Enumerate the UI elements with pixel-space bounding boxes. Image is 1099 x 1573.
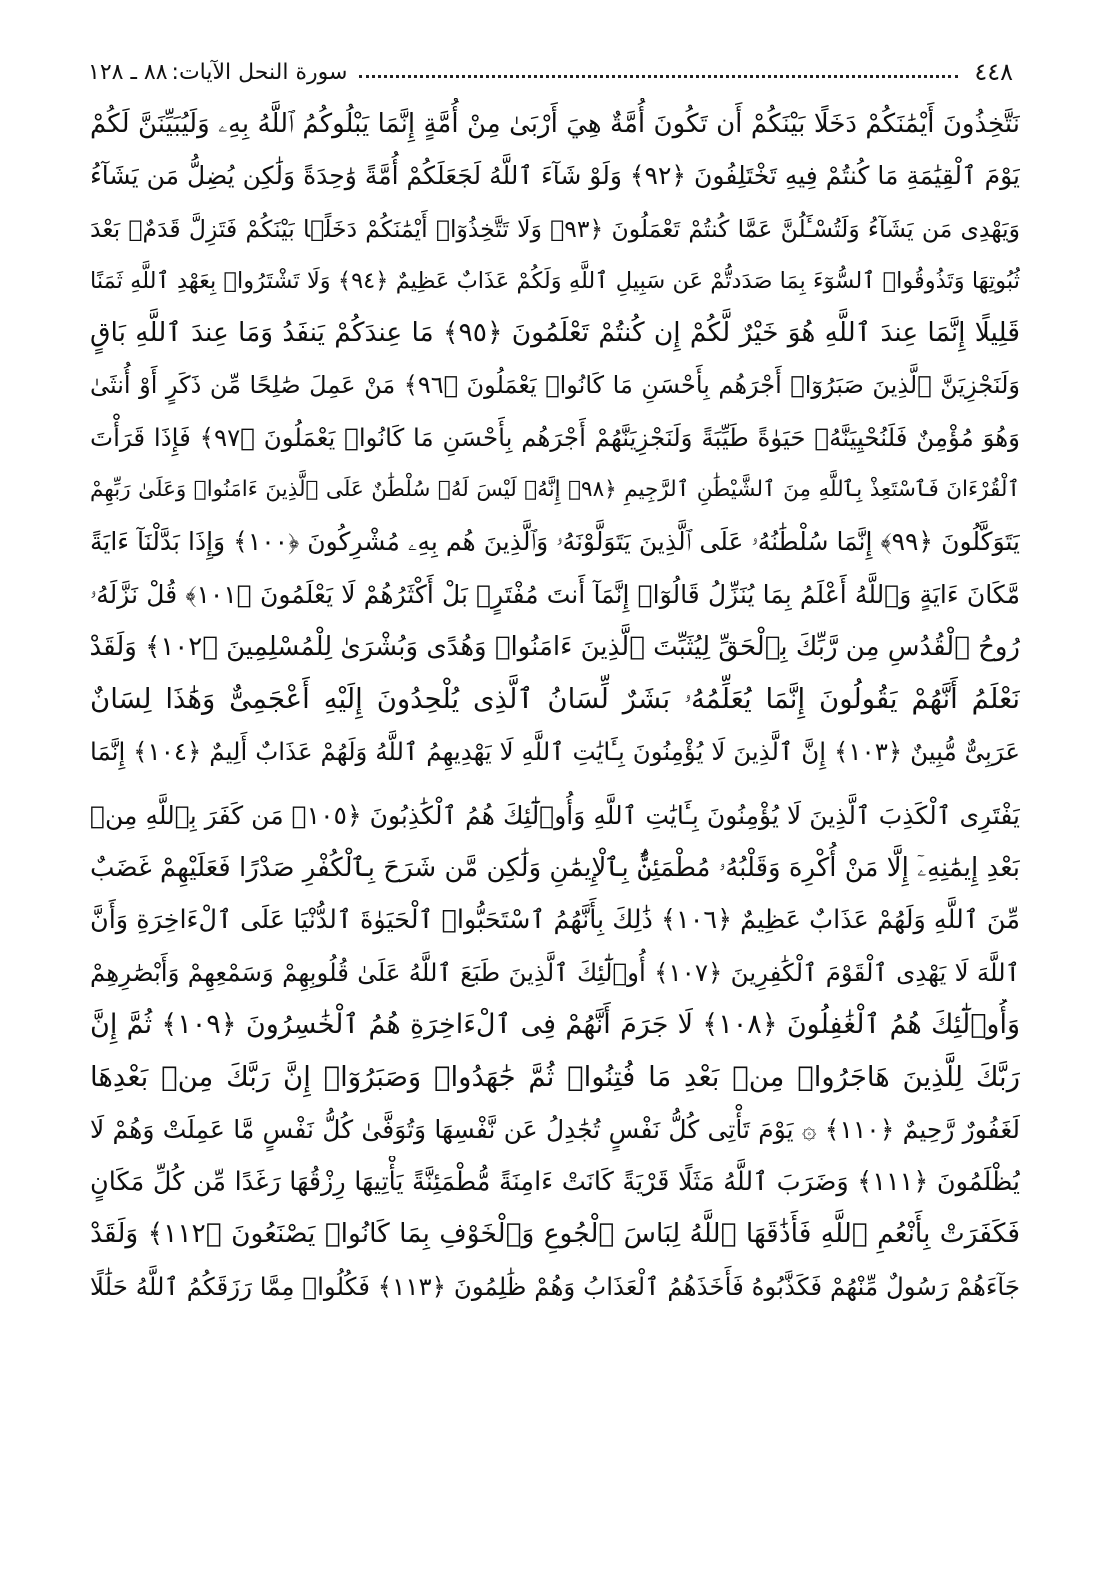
text-line-21: يُظْلَمُونَ ﴿١١١﴾ وَضَرَبَ ٱللَّهُ مَثَلًا قَرْيَةً كَانَتْ ءَامِنَةً مُّطْمَئِنَّةً يَأْتِيهَا رِزْقُهَا رَغَدًا مِّن كُلِّ مَكَانٍ bbox=[90, 1166, 1020, 1197]
text-line-18: وَأُو۟لَٰٓئِكَ هُمُ ٱلْغَٰفِلُونَ ﴿١٠٨﴾ لَا جَرَمَ أَنَّهُمْ فِى ٱلْءَاخِرَةِ هُمُ ٱلْخَٰسِرُونَ ﴿١٠٩﴾ ثُمَّ إِنَّ bbox=[90, 1009, 1020, 1041]
text-line-19: رَبَّكَ لِلَّذِينَ هَاجَرُوا۟ مِنۢ بَعْدِ مَا فُتِنُوا۟ ثُمَّ جَٰهَدُوا۟ وَصَبَرُوٓا۟ إِنَّ رَبَّكَ مِنۢ بَعْدِهَا bbox=[90, 1061, 1020, 1094]
text-line-2: يَوْمَ ٱلْقِيَٰمَةِ مَا كُنتُمْ فِيهِ تَخْتَلِفُونَ ﴿٩٢﴾ وَلَوْ شَآءَ ٱللَّهُ لَجَعَلَكُمْ أُمَّةً وَٰحِدَةً وَلَٰكِن يُضِلُّ مَن يَشَآءُ bbox=[90, 161, 1020, 191]
text-line-6: وَلَنَجْزِيَنَّ ٱلَّذِينَ صَبَرُوٓا۟ أَجْرَهُم بِأَحْسَنِ مَا كَانُوا۟ يَعْمَلُونَ ﴿٩٦﴾ مَنْ عَمِلَ صَٰلِحًا مِّن ذَكَرٍ أَوْ أُنثَىٰ bbox=[90, 371, 1020, 400]
verse-text-block bbox=[90, 98, 1020, 1313]
text-line-22: فَكَفَرَتْ بِأَنْعُمِ ٱللَّهِ فَأَذَٰقَهَا ٱللَّهُ لِبَاسَ ٱلْجُوعِ وَٱلْخَوْفِ بِمَا كَانُوا۟ يَصْنَعُونَ ﴿١١٢﴾ وَلَقَدْ bbox=[90, 1218, 1020, 1250]
text-line-16: مِّنَ ٱللَّهِ وَلَهُمْ عَذَابٌ عَظِيمٌ ﴿١٠٦﴾ ذَٰلِكَ بِأَنَّهُمُ ٱسْتَحَبُّوا۟ ٱلْحَيَوٰةَ ٱلدُّنْيَا عَلَى ٱلْءَاخِرَةِ وَأَنَّ bbox=[90, 905, 1020, 936]
header-dotted-leader bbox=[359, 75, 958, 78]
text-line-3: وَيَهْدِى مَن يَشَآءُ وَلَتُسْـَٔلُنَّ عَمَّا كُنتُمْ تَعْمَلُونَ ﴿٩٣﴾ وَلَا تَتَّخِذُوٓا۟ أَيْمَٰنَكُمْ دَخَلًۢا بَيْنَكُمْ فَتَزِلَّ قَدَمٌۢ بَعْدَ bbox=[90, 214, 1020, 243]
text-line-12: نَعْلَمُ أَنَّهُمْ يَقُولُونَ إِنَّمَا يُعَلِّمُهُۥ بَشَرٌ لِّسَانُ ٱلَّذِى يُلْحِدُونَ إِلَيْهِ أَعْجَمِىٌّ وَهَٰذَا لِسَانٌ bbox=[90, 683, 1020, 716]
text-line-11: رُوحُ ٱلْقُدُسِ مِن رَّبِّكَ بِٱلْحَقِّ لِيُثَبِّتَ ٱلَّذِينَ ءَامَنُوا۟ وَهُدًى وَبُشْرَىٰ لِلْمُسْلِمِينَ ﴿١٠٢﴾ وَلَقَدْ bbox=[90, 631, 1020, 662]
text-line-20: لَغَفُورٌ رَّحِيمٌ ﴿١١٠﴾ ۞ يَوْمَ تَأْتِى كُلُّ نَفْسٍ تُجَٰدِلُ عَن نَّفْسِهَا وَتُوَفَّىٰ كُلُّ نَفْسٍ مَّا عَمِلَتْ وَهُمْ لَا bbox=[90, 1114, 1020, 1144]
text-line-10: مَّكَانَ ءَايَةٍ وَٱللَّهُ أَعْلَمُ بِمَا يُنَزِّلُ قَالُوٓا۟ إِنَّمَآ أَنتَ مُفْتَرٍۭ بَلْ أَكْثَرُهُمْ لَا يَعْلَمُونَ ﴿١٠١﴾ قُلْ نَزَّلَهُۥ bbox=[90, 579, 1020, 609]
text-line-23: جَآءَهُمْ رَسُولٌ مِّنْهُمْ فَكَذَّبُوهُ فَأَخَذَهُمُ ٱلْعَذَابُ وَهُمْ ظَٰلِمُونَ ﴿١١٣﴾ فَكُلُوا۟ مِمَّا رَزَقَكُمُ ٱللَّهُ حَلَٰلًا bbox=[90, 1271, 1020, 1301]
text-line-9: يَتَوَكَّلُونَ ﴿٩٩﴾ إِنَّمَا سُلْطَٰنُهُۥ عَلَى ٱلَّذِينَ يَتَوَلَّوْنَهُۥ وَٱلَّذِينَ هُم بِهِۦ مُشْرِكُونَ ﴿١٠٠﴾ وَإِذَا بَدَّلْنَآ ءَايَةً bbox=[90, 527, 1020, 557]
text-line-1: نَتَّخِذُونَ أَيْمَٰنَكُمْ دَخَلًا بَيْنَكُمْ أَن تَكُونَ أُمَّةٌ هِيَ أَرْبَىٰ مِنْ أُمَّةٍ إِنَّمَا يَبْلُوكُمُ ٱللَّهُ بِهِۦ وَلَيُبَيِّنَنَّ لَكُمْ bbox=[90, 109, 1020, 139]
text-line-7: وَهُوَ مُؤْمِنٌ فَلَنُحْيِيَنَّهُۥ حَيَوٰةً طَيِّبَةً وَلَنَجْزِيَنَّهُمْ أَجْرَهُم بِأَحْسَنِ مَا كَانُوا۟ يَعْمَلُونَ ﴿٩٧﴾ فَإِذَا قَرَأْتَ bbox=[90, 422, 1020, 452]
surah-title: سورة النحل الآيات: bbox=[171, 59, 348, 85]
text-line-8: ٱلْقُرْءَانَ فَٱسْتَعِذْ بِٱللَّهِ مِنَ ٱلشَّيْطَٰنِ ٱلرَّجِيمِ ﴿٩٨﴾ إِنَّهُۥ لَيْسَ لَهُۥ سُلْطَٰنٌ عَلَى ٱلَّذِينَ ءَامَنُوا۟ وَعَلَىٰ رَبِّهِمْ bbox=[90, 477, 1020, 503]
text-line-13: عَرَبِىٌّ مُّبِينٌ ﴿١٠٣﴾ إِنَّ ٱلَّذِينَ لَا يُؤْمِنُونَ بِـَٔايَٰتِ ٱللَّهِ لَا يَهْدِيهِمُ ٱللَّهُ وَلَهُمْ عَذَابٌ أَلِيمٌ ﴿١٠٤﴾ إِنَّمَا bbox=[90, 736, 1020, 766]
text-line-14: يَفْتَرِى ٱلْكَذِبَ ٱلَّذِينَ لَا يُؤْمِنُونَ بِـَٔايَٰتِ ٱللَّهِ وَأُو۟لَٰٓئِكَ هُمُ ٱلْكَٰذِبُونَ ﴿١٠٥﴾ مَن كَفَرَ بِٱللَّهِ مِنۢ bbox=[90, 800, 1020, 830]
verse-range: ٨٨ ـ ١٢٨ bbox=[88, 59, 168, 85]
text-line-5: قَلِيلًا إِنَّمَا عِندَ ٱللَّهِ هُوَ خَيْرٌ لَّكُمْ إِن كُنتُمْ تَعْلَمُونَ ﴿٩٥﴾ مَا عِندَكُمْ يَنفَدُ وَمَا عِندَ ٱللَّهِ بَاقٍ bbox=[90, 317, 1020, 349]
text-line-17: ٱللَّهَ لَا يَهْدِى ٱلْقَوْمَ ٱلْكَٰفِرِينَ ﴿١٠٧﴾ أُو۟لَٰٓئِكَ ٱلَّذِينَ طَبَعَ ٱللَّهُ عَلَىٰ قُلُوبِهِمْ وَسَمْعِهِمْ وَأَبْصَٰرِهِمْ bbox=[90, 957, 1020, 987]
page-header bbox=[88, 52, 1013, 92]
page-number: ٤٤٨ bbox=[974, 58, 1013, 86]
text-line-4: ثُبُوتِهَا وَتَذُوقُوا۟ ٱلسُّوٓءَ بِمَا صَدَدتُّمْ عَن سَبِيلِ ٱللَّهِ وَلَكُمْ عَذَابٌ عَظِيمٌ ﴿٩٤﴾ وَلَا تَشْتَرُوا۟ بِعَهْدِ ٱللَّهِ ثَمَنًا bbox=[90, 267, 1020, 294]
text-line-15: بَعْدِ إِيمَٰنِهِۦٓ إِلَّا مَنْ أُكْرِهَ وَقَلْبُهُۥ مُطْمَئِنٌّۢ بِٱلْإِيمَٰنِ وَلَٰكِن مَّن شَرَحَ بِٱلْكُفْرِ صَدْرًا فَعَلَيْهِمْ غَضَبٌ bbox=[90, 853, 1020, 884]
